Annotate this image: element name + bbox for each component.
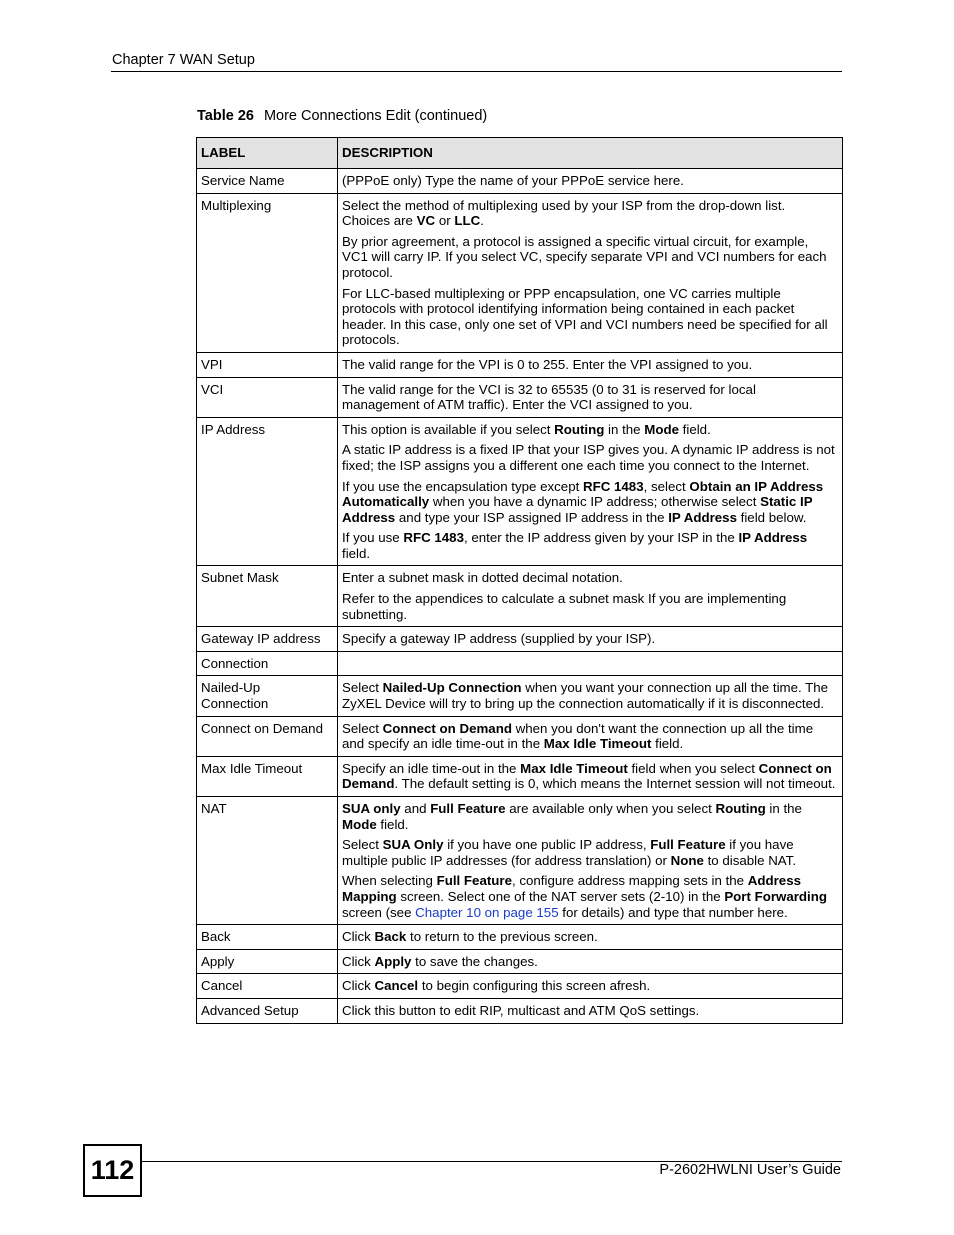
row-label: Connection: [197, 651, 338, 676]
table-row: [197, 925, 843, 950]
text-run: Enter a subnet mask in dotted decimal notation.: [342, 570, 623, 586]
text-run: Click: [342, 953, 375, 969]
text-run: field.: [651, 736, 684, 752]
text-run: Select: [342, 680, 383, 696]
row-description: [338, 352, 843, 377]
text-run: Click: [342, 978, 375, 994]
description-paragraph: [342, 479, 836, 526]
row-label: Advanced Setup: [197, 998, 338, 1023]
row-label: Max Idle Timeout: [197, 756, 338, 796]
row-description: [338, 925, 843, 950]
bold-term: Connect on Demand: [382, 720, 512, 736]
text-run: and type your ISP assigned IP address in the: [395, 509, 669, 525]
column-header-description: DESCRIPTION: [338, 138, 843, 169]
description-paragraph: [342, 801, 836, 832]
text-run: in the: [604, 421, 645, 437]
row-description: [338, 974, 843, 999]
text-run: The valid range for the VPI is 0 to 255. Enter the VPI assigned to you.: [342, 356, 753, 372]
description-paragraph: [342, 837, 836, 868]
bold-term: Mode: [644, 421, 679, 437]
text-run: For LLC-based multiplexing or PPP encapsulation, one VC carries multiple protocols with protocol identifying information being contained in each packet header. In this case, only one set of VPI and VCI numbers need be specified for all protocols.: [342, 285, 828, 348]
text-run: Select: [342, 720, 383, 736]
table-row: [197, 627, 843, 652]
description-paragraph: [342, 591, 836, 622]
text-run: or: [435, 213, 455, 229]
text-run: .: [480, 213, 484, 229]
table-row: [197, 949, 843, 974]
table-header-row: [197, 138, 843, 169]
text-run: . The default setting is 0, which means the Internet session will not timeout.: [394, 776, 836, 792]
row-description: [338, 949, 843, 974]
bold-term: RFC 1483: [582, 478, 644, 494]
description-paragraph: [342, 198, 836, 229]
row-description: [338, 566, 843, 627]
text-run: in the: [765, 801, 802, 816]
text-run: Specify an idle time-out in the: [342, 760, 521, 776]
row-description: [338, 756, 843, 796]
description-paragraph: [342, 978, 836, 994]
row-description: [338, 676, 843, 716]
description-paragraph: [342, 761, 836, 792]
bold-term: Mode: [342, 816, 377, 832]
row-label: Cancel: [197, 974, 338, 999]
text-run: when you don't want the connection up all the time and specify an idle time-out in the: [342, 720, 814, 752]
chapter-header: Chapter 7 WAN Setup: [112, 52, 255, 68]
bold-term: Obtain an IP Address Automatically: [342, 478, 824, 510]
bold-term: Full Feature: [650, 837, 726, 853]
text-run: when you have a dynamic IP address; otherwise select: [429, 494, 761, 510]
text-run: The valid range for the VCI is 32 to 65535 (0 to 31 is reserved for local management of ATM traffic). Enter the VCI assigned to you.: [342, 381, 756, 413]
text-run: to begin configuring this screen afresh.: [418, 978, 651, 994]
table-row: [197, 193, 843, 352]
bold-term: SUA Only: [382, 837, 444, 853]
table-row: [197, 974, 843, 999]
row-label: IP Address: [197, 417, 338, 566]
text-run: if you have one public IP address,: [443, 837, 651, 853]
text-run: Specify a gateway IP address (supplied by your ISP).: [342, 631, 656, 647]
text-run: This option is available if you select: [342, 421, 555, 437]
bold-term: Full Feature: [436, 873, 512, 889]
connections-edit-table: [196, 137, 843, 1024]
description-paragraph: [342, 357, 836, 373]
table-body: [197, 169, 843, 1024]
row-description: [338, 627, 843, 652]
description-paragraph: [342, 530, 836, 561]
text-run: to disable NAT.: [703, 852, 797, 868]
bold-term: Connect on Demand: [342, 760, 832, 792]
row-label: Nailed-Up Connection: [197, 676, 338, 716]
page-number: 112: [83, 1144, 142, 1197]
row-label: Gateway IP address: [197, 627, 338, 652]
row-label: Back: [197, 925, 338, 950]
text-run: and: [400, 801, 431, 816]
table-row: [197, 377, 843, 417]
text-run: to save the changes.: [411, 953, 538, 969]
bold-term: Full Feature: [430, 801, 506, 816]
bold-term: Routing: [715, 801, 766, 816]
row-label: Connect on Demand: [197, 716, 338, 756]
row-label: Apply: [197, 949, 338, 974]
description-paragraph: [342, 954, 836, 970]
text-run: , select: [643, 478, 690, 494]
bold-term: VC: [416, 213, 436, 229]
table-number: Table 26: [197, 108, 254, 124]
description-paragraph: [342, 422, 836, 438]
description-paragraph: [342, 1003, 836, 1019]
table-row: [197, 566, 843, 627]
row-label: VCI: [197, 377, 338, 417]
text-run: screen (see: [342, 904, 416, 920]
row-description: [338, 193, 843, 352]
table-row: [197, 676, 843, 716]
row-label: Service Name: [197, 169, 338, 194]
text-run: , enter the IP address given by your ISP in the: [463, 530, 739, 546]
text-run: (PPPoE only) Type the name of your PPPoE service here.: [342, 173, 684, 188]
text-run: , configure address mapping sets in the: [511, 873, 748, 889]
text-run: Click this button to edit RIP, multicast and ATM QoS settings.: [342, 1002, 700, 1018]
text-run: field when you select: [627, 760, 759, 776]
guide-title: P-2602HWLNI User’s Guide: [659, 1162, 841, 1178]
description-paragraph: [342, 929, 836, 945]
bold-term: Max Idle Timeout: [543, 736, 652, 752]
description-paragraph: [342, 173, 836, 189]
row-description: [338, 716, 843, 756]
text-run: screen. Select one of the NAT server sets (2-10) in the: [396, 888, 725, 904]
bold-term: Nailed-Up Connection: [382, 680, 522, 696]
bold-term: Port Forwarding: [724, 888, 827, 904]
text-run: field below.: [736, 509, 807, 525]
text-run: field.: [678, 421, 711, 437]
bold-term: Apply: [374, 953, 412, 969]
row-label: NAT: [197, 797, 338, 925]
row-description: [338, 651, 843, 676]
table-row: [197, 716, 843, 756]
description-paragraph: [342, 382, 836, 413]
description-paragraph: [342, 721, 836, 752]
text-run: Click: [342, 929, 375, 945]
text-run: Select the method of multiplexing used by your ISP from the drop-down list. Choices are: [342, 197, 786, 229]
table-title: More Connections Edit (continued): [263, 108, 488, 124]
text-run: to return to the previous screen.: [406, 929, 598, 945]
table-row: [197, 417, 843, 566]
description-paragraph: [342, 442, 836, 473]
text-run: are available only when you select: [505, 801, 716, 816]
description-paragraph: [342, 234, 836, 281]
row-label: VPI: [197, 352, 338, 377]
table-row: [197, 651, 843, 676]
table-row: [197, 169, 843, 194]
header-divider: [111, 71, 842, 72]
table-row: [197, 797, 843, 925]
text-run: field.: [376, 816, 409, 832]
text-run: By prior agreement, a protocol is assigned a specific virtual circuit, for example, VC1 will carry IP. If you select VC, specify separate VPI and VCI numbers for each protocol.: [342, 233, 827, 280]
text-run: for details) and type that number here.: [558, 904, 788, 920]
text-run: when you want your connection up all the time. The ZyXEL Device will try to bring up the connection automatically if it is disconnected.: [342, 680, 829, 712]
bold-term: Address Mapping: [342, 873, 801, 904]
bold-term: Static IP Address: [342, 494, 813, 525]
text-run: if you have multiple public IP addresses (for address translation) or: [342, 837, 794, 868]
table-row: [197, 998, 843, 1023]
description-paragraph: [342, 680, 836, 711]
bold-term: RFC 1483: [403, 530, 464, 546]
text-run: field.: [342, 545, 371, 561]
row-description: [338, 998, 843, 1023]
text-run: Select: [342, 837, 383, 853]
table-row: [197, 756, 843, 796]
row-description: [338, 797, 843, 925]
bold-term: Routing: [554, 421, 605, 437]
description-paragraph: [342, 873, 836, 920]
bold-term: LLC: [454, 213, 481, 229]
table-row: [197, 352, 843, 377]
row-description: [338, 417, 843, 566]
description-paragraph: [342, 570, 836, 586]
bold-term: Cancel: [374, 978, 419, 994]
text-run: If you use: [342, 530, 404, 546]
bold-term: Max Idle Timeout: [520, 760, 628, 776]
text-run: If you use the encapsulation type except: [342, 478, 583, 494]
row-description: [338, 377, 843, 417]
bold-term: Back: [374, 929, 407, 945]
text-run: A static IP address is a fixed IP that your ISP gives you. A dynamic IP address is not fixed; the ISP assigns you a different one each time you connect to the Internet.: [342, 442, 835, 473]
bold-term: IP Address: [668, 509, 737, 525]
table-caption: [197, 108, 487, 124]
text-run: Refer to the appendices to calculate a subnet mask If you are implementing subnetting.: [342, 591, 787, 622]
text-run: When selecting: [342, 873, 437, 889]
bold-term: IP Address: [738, 530, 808, 546]
bold-term: SUA only: [342, 801, 401, 816]
description-paragraph: [342, 631, 836, 647]
row-description: [338, 169, 843, 194]
column-header-label: LABEL: [197, 138, 338, 169]
description-paragraph: [342, 286, 836, 348]
cross-reference-link[interactable]: Chapter 10 on page 155: [415, 904, 559, 920]
row-label: Subnet Mask: [197, 566, 338, 627]
row-label: Multiplexing: [197, 193, 338, 352]
bold-term: None: [670, 852, 704, 868]
